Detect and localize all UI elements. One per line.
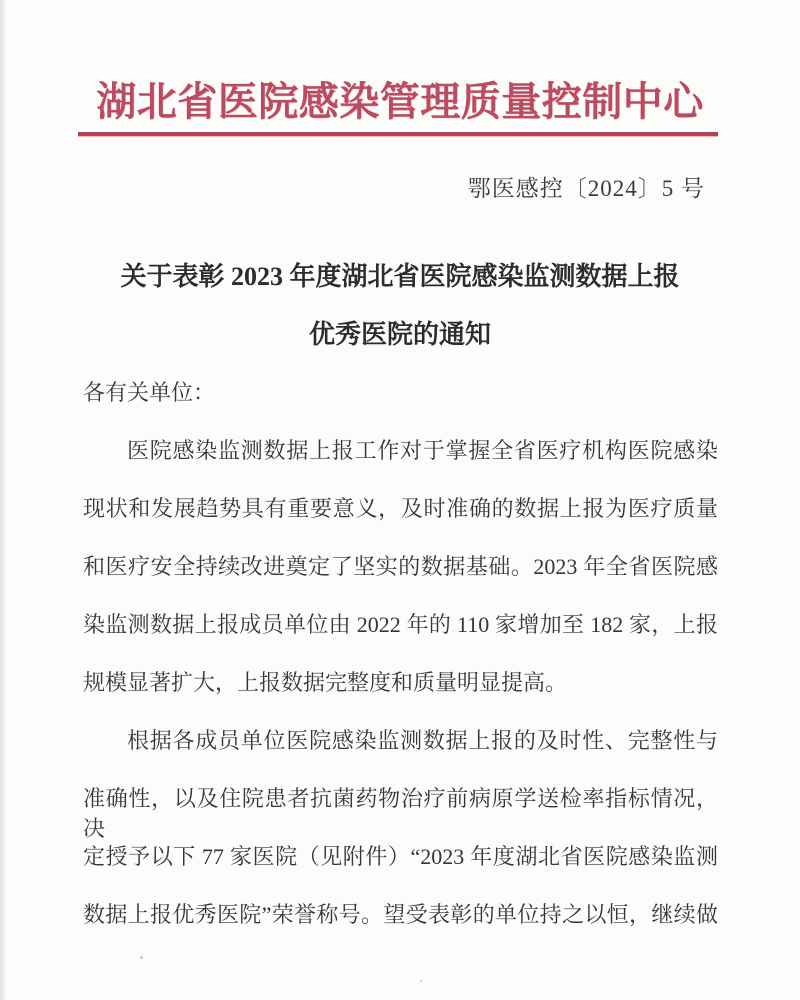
paragraph-1-line-1: 医院感染监测数据上报工作对于掌握全省医疗机构医院感染 bbox=[127, 438, 718, 463]
paragraph-1-line-3: 和医疗安全持续改进奠定了坚实的数据基础。2023 年全省医院感 bbox=[83, 554, 718, 579]
scan-speck bbox=[420, 980, 422, 982]
paragraph-1-line-5: 规模显著扩大，上报数据完整度和质量明显提高。 bbox=[83, 670, 568, 695]
paragraph-2-line-4: 数据上报优秀医院”荣誉称号。望受表彰的单位持之以恒，继续做 bbox=[83, 902, 718, 927]
letterhead-divider-rule bbox=[78, 132, 718, 136]
notice-title-line-1: 关于表彰 2023 年度湖北省医院感染监测数据上报 bbox=[120, 262, 680, 291]
paragraph-2-line-1: 根据各成员单位医院感染监测数据上报的及时性、完整性与 bbox=[127, 728, 718, 753]
paragraph-1-line-4: 染监测数据上报成员单位由 2022 年的 110 家增加至 182 家，上报 bbox=[83, 612, 718, 637]
salutation-line: 各有关单位： bbox=[83, 380, 216, 405]
notice-title-line-2: 优秀医院的通知 bbox=[308, 320, 491, 349]
paragraph-2-line-3: 定授予以下 77 家医院（见附件）“2023 年度湖北省医院感染监测 bbox=[83, 844, 718, 869]
document-number: 鄂医感控〔2024〕5 号 bbox=[467, 176, 705, 201]
paragraph-1-line-2: 现状和发展趋势具有重要意义，及时准确的数据上报为医疗质量 bbox=[83, 496, 718, 521]
body-text bbox=[83, 378, 718, 958]
paragraph-2-line-2: 准确性，以及住院患者抗菌药物治疗前病原学送检率指标情况，决 bbox=[83, 786, 718, 841]
letterhead-org-name: 湖北省医院感染管理质量控制中心 bbox=[96, 79, 704, 124]
